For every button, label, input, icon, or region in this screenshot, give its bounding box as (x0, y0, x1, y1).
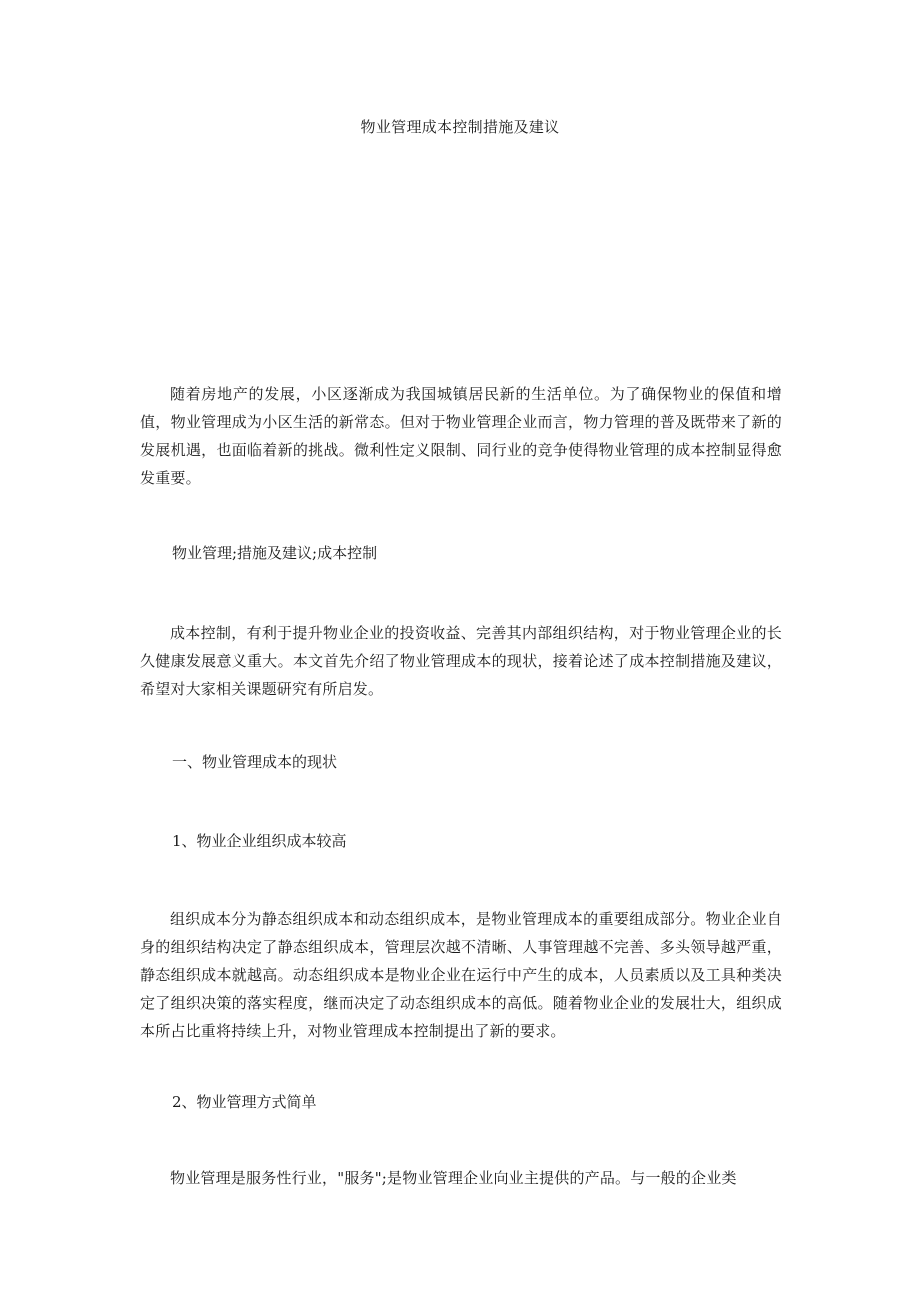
subsection-heading-2: 2、物业管理方式简单 (172, 1093, 317, 1111)
subsection-2-paragraph: 物业管理是服务性行业，"服务";是物业管理企业向业主提供的产品。与一般的企业类 (170, 1169, 737, 1187)
keywords-line: 物业管理;措施及建议;成本控制 (172, 544, 378, 562)
subsection-1-paragraph: 组织成本分为静态组织成本和动态组织成本，是物业管理成本的重要组成部分。物业企业自身的组织结构决定了静态组织成本，管理层次越不清晰、人事管理越不完善、多头领导越严重，静态组织成本就越高。动态组织成本是物业企业在运行中产生的成本，人员素质以及工具种类决定了组织决策的落实程度，继而决定了动态组织成本的高低。随着物业企业的发展壮大，组织成本所占比重将持续上升，对物业管理成本控制提出了新的要求。 (140, 910, 782, 1040)
document-title: 物业管理成本控制措施及建议 (360, 118, 560, 136)
abstract-paragraph: 随着房地产的发展，小区逐渐成为我国城镇居民新的生活单位。为了确保物业的保值和增值，物业管理成为小区生活的新常态。但对于物业管理企业而言，物力管理的普及既带来了新的发展机遇，也面临着新的挑战。微利性定义限制、同行业的竞争使得物业管理的成本控制显得愈发重要。 (140, 385, 782, 487)
subsection-heading-1: 1、物业企业组织成本较高 (172, 832, 347, 850)
intro-paragraph: 成本控制，有利于提升物业企业的投资收益、完善其内部组织结构，对于物业管理企业的长久健康发展意义重大。本文首先介绍了物业管理成本的现状，接着论述了成本控制措施及建议，希望对大家相关课题研究有所启发。 (140, 624, 782, 698)
section-heading-1: 一、物业管理成本的现状 (172, 753, 338, 771)
